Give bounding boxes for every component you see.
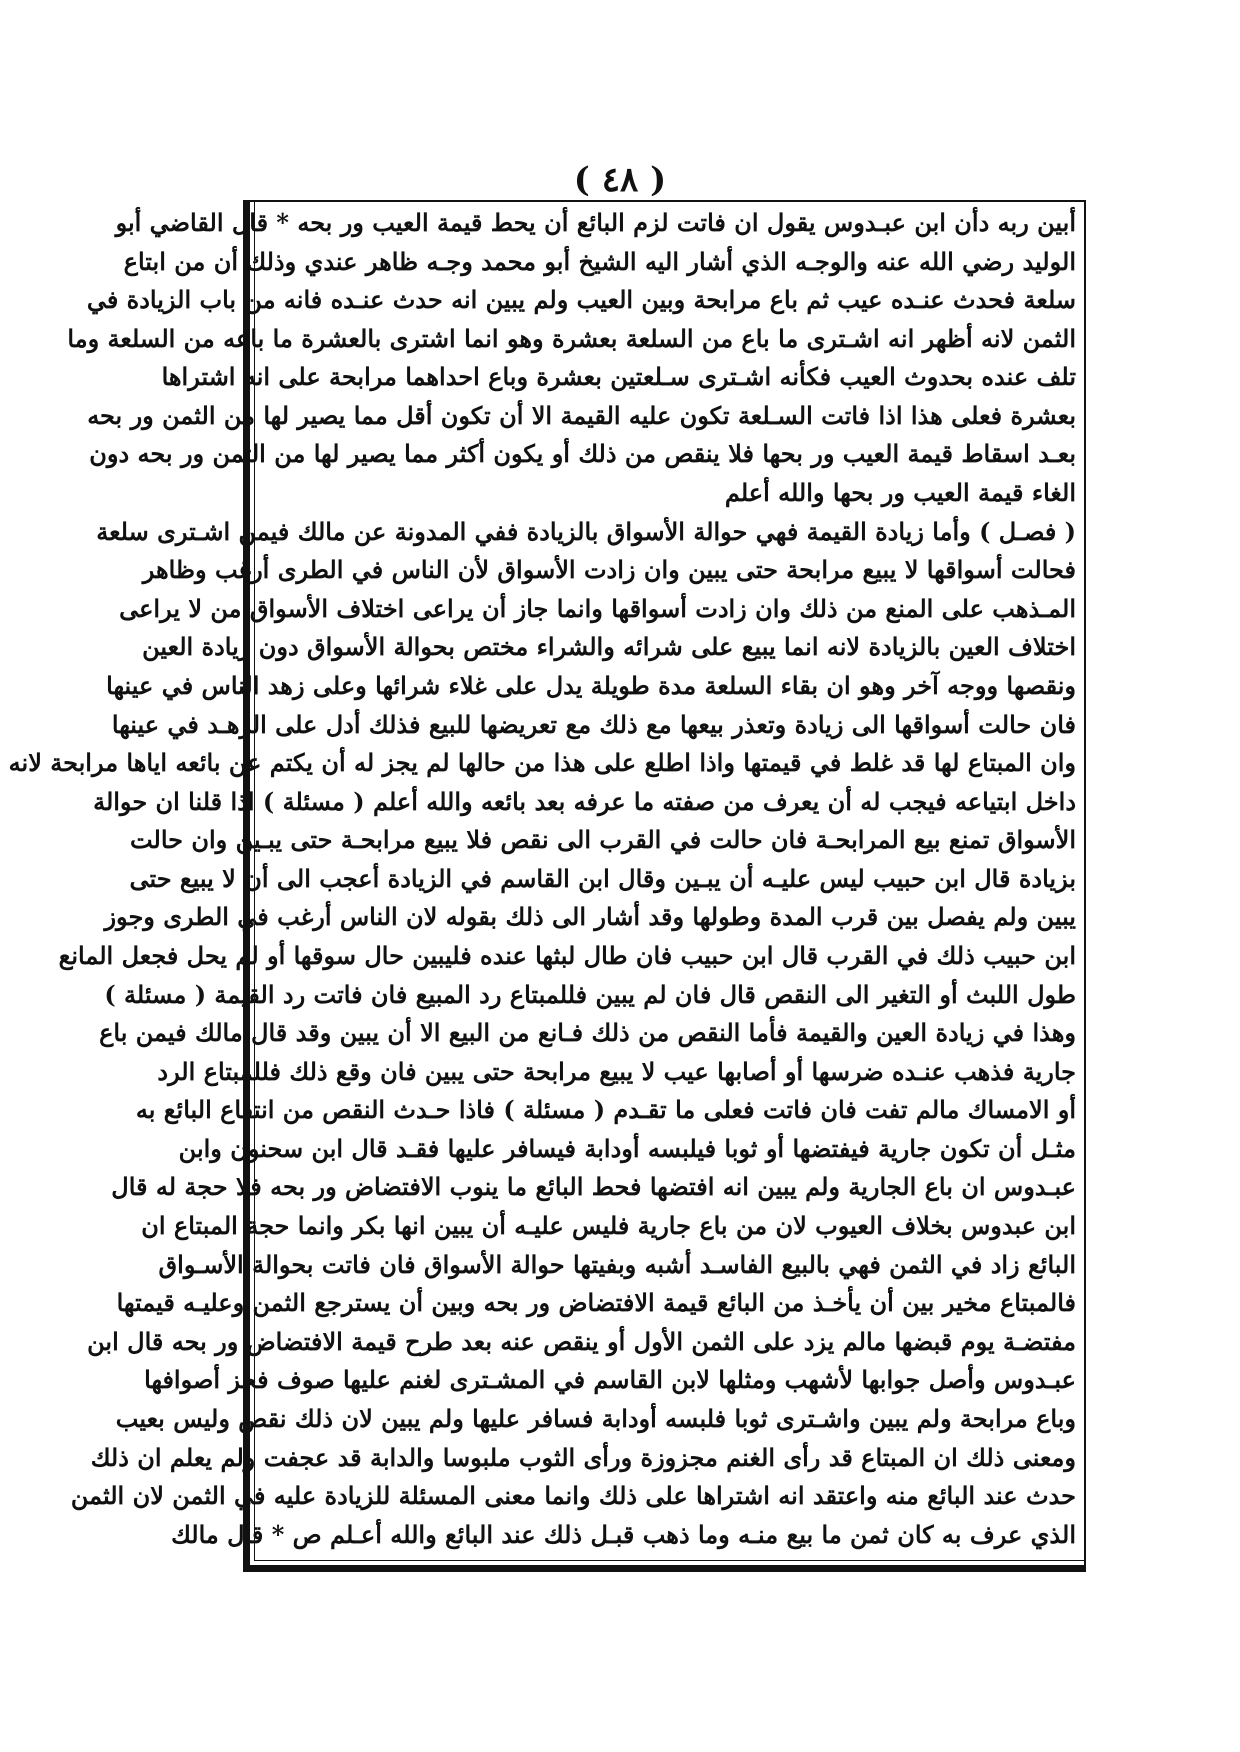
text-line: ونقصها ووجه آخر وهو ان بقاء السلعة مدة طويلة يدل على غلاء شرائها وعلى زهد الناس في عينها: [106, 670, 1076, 700]
text-line: الغاء قيمة العيب ور بحها والله أعلم: [724, 478, 1076, 508]
text-line: ومعنى ذلك ان المبتاع قد رأى الغنم مجزوزة ورأى الثوب ملبوسا والدابة قد عجفت ولم يعلم ان ذلك: [90, 1442, 1076, 1472]
text-line: مفتضـة يوم قبضها مالم يزد على الثمن الأول أو ينقص عنه بعد طرح قيمة الافتضاض ور بحه قال ابن: [87, 1326, 1076, 1356]
text-line: اختلاف العين بالزيادة لانه انما يبيع على شرائه والشراء مختص بحوالة الأسواق دون زيادة العين: [142, 632, 1076, 662]
text-line: وان المبتاع لها قد غلط في قيمتها واذا اطلع على هذا من حالها لم يجز له أن يكتم عن بائعه اياها مرابحة لانه: [8, 748, 1076, 778]
text-line: فالمبتاع مخير بين أن يأخـذ من البائع قيمة الافتضاض ور بحه وبين أن يسترجع الثمن وعليـه قيمتها: [116, 1288, 1076, 1318]
text-line: أبين ربه دأن ابن عبـدوس يقول ان فاتت لزم البائع أن يحط قيمة العيب ور بحه * قال القاضي أبو: [115, 208, 1076, 237]
text-line: فان حالت أسواقها الى زيادة وتعذر بيعها مع ذلك مع تعريضها للبيع فذلك أدل على الزهـد في عينها: [111, 709, 1076, 739]
text-line: وهذا في زيادة العين والقيمة فأما النقص من ذلك فـانع من البيع الا أن يبين وقد قال مالك فيمن باع: [99, 1018, 1076, 1048]
text-line: فحالت أسواقها لا يبيع مرابحة حتى يبين وان زادت الأسواق لأن الناس في الطرى أرغب وظاهر: [142, 555, 1076, 585]
text-line: بزيادة قال ابن حبيب ليس عليـه أن يبـين وقال ابن القاسم في الزيادة أعجب الى أن لا يبيع حتى: [129, 863, 1076, 893]
text-line: أو الامساك مالم تفت فان فاتت فعلى ما تقـدم ( مسئلة ) فاذا حـدث النقص من انتفاع البائع به: [135, 1095, 1076, 1125]
text-line: ابن عبدوس بخلاف العيوب لان من باع جارية فليس عليـه أن يبين انها بكر وانما حجة المبتاع ان: [141, 1211, 1076, 1241]
text-line: بعـد اسقاط قيمة العيب ور بحها فلا ينقص من ذلك أو يكون أكثر مما يصير لها من الثمن ور بحه دون: [89, 439, 1076, 469]
text-frame: [8, 200, 1086, 1572]
text-line: يبين ولم يفصل بين قرب المدة وطولها وقد أشار الى ذلك بقوله لان الناس أرغب في الطرى وجوز: [104, 902, 1076, 932]
text-line: ابن حبيب ذلك في القرب قال ابن حبيب فان طال لبثها عنده فليبين حال سوقها أو لم يحل فجعل المانع: [58, 940, 1076, 970]
text-line: عبـدوس وأصل جوابها لأشهب ومثلها لابن القاسم في المشـترى لغنم عليها صوف فجز أصوافها: [144, 1365, 1076, 1395]
text-line: وباع مرابحة ولم يبين واشـترى ثوبا فلبسه أودابة فسافر عليها ولم يبين لان ذلك نقص وليس بعيب: [115, 1403, 1076, 1433]
text-line: داخل ابتياعه فيجب له أن يعرف من صفته ما عرفه بعد بائعه والله أعلم ( مسئلة ) اذا قلنا ان حوالة: [93, 786, 1076, 816]
text-line: ( فصـل ) وأما زيادة القيمة فهي حوالة الأسواق بالزيادة ففي المدونة عن مالك فيمن اشـترى سلعة: [96, 516, 1076, 546]
text-line: جارية فذهب عنـده ضرسها أو أصابها عيب لا يبيع مرابحة حتى يبين فان وقع ذلك فللمبتاع الرد: [157, 1056, 1076, 1086]
text-line: مثـل أن تكون جارية فيفتضها أو ثوبا فيلبسه أودابة فيسافر عليها فقـد قال ابن سحنون وابن: [178, 1133, 1076, 1163]
text-line: الذي عرف به كان ثمن ما بيع منـه وما ذهب قبـل ذلك عند البائع والله أعـلم ص * قال مالك: [171, 1519, 1076, 1549]
text-line: الأسواق تمنع بيع المرابحـة فان حالت في القرب الى نقص فلا يبيع مرابحـة حتى يبـين وان حالت: [129, 825, 1076, 855]
text-line: المـذهب على المنع من ذلك وان زادت أسواقها وانما جاز أن يراعى اختلاف الأسواق من لا يراعى: [119, 593, 1076, 623]
text-line: بعشرة فعلى هذا اذا فاتت السـلعة تكون عليه القيمة الا أن تكون أقل مما يصير لها من الثمن ور بحه: [87, 400, 1076, 430]
text-body: [8, 206, 1076, 1551]
text-line: الثمن لانه أظهر انه اشـترى ما باع من السلعة بعشرة وهو انما اشترى بالعشرة ما باعه من السلعة وما: [67, 323, 1076, 353]
text-line: حدث عند البائع منه واعتقد انه اشتراها على ذلك وانما معنى المسئلة للزيادة عليه في الثمن لان الثمن: [70, 1481, 1076, 1511]
text-line: تلف عنده بحدوث العيب فكأنه اشـترى سـلعتين بعشرة وباع احداهما مرابحة على انه اشتراها: [161, 362, 1076, 392]
text-line: البائع زاد في الثمن فهي بالبيع الفاسـد أشبه وبفيتها حوالة الأسواق فان فاتت بحوالة الأسـواق: [158, 1249, 1076, 1279]
text-line: سلعة فحدث عنـده عيب ثم باع مرابحة وبين العيب ولم يبين انه حدث عنـده فانه من باب الزيادة في: [86, 285, 1076, 315]
text-line: الوليد رضي الله عنه والوجـه الذي أشار اليه الشيخ أبو محمد وجـه ظاهر عندي وذلك أن من ابتاع: [123, 246, 1076, 276]
page-number: ( ٤٨ ): [573, 160, 667, 200]
text-line: طول اللبث أو التغير الى النقص قال فان لم يبين فللمبتاع رد المبيع فان فاتت رد القيمة ( مسئلة ): [104, 979, 1076, 1009]
text-line: عبـدوس ان باع الجارية ولم يبين انه افتضها فحط البائع ما ينوب الافتضاض ور بحه فلا حجة له قال: [111, 1172, 1076, 1202]
